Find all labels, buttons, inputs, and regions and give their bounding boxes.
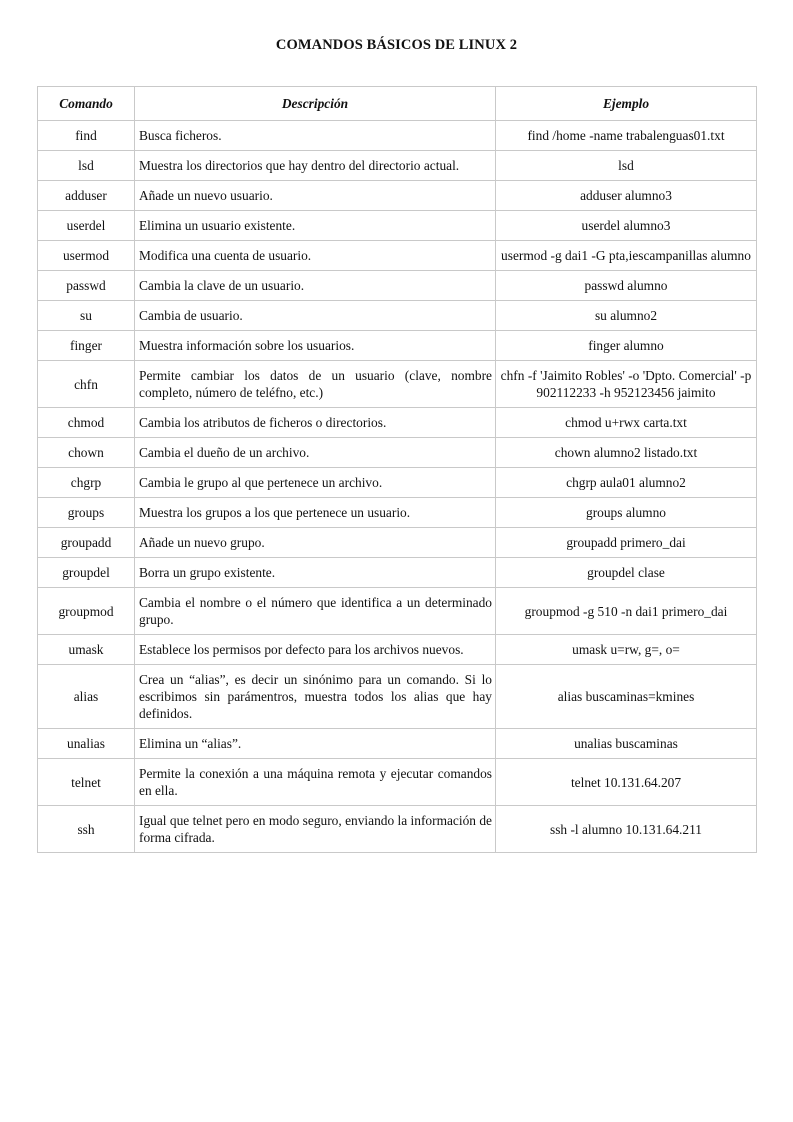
command-cell: find	[38, 121, 135, 151]
description-cell: Busca ficheros.	[135, 121, 496, 151]
example-cell: adduser alumno3	[496, 181, 757, 211]
table-row	[38, 438, 757, 468]
command-cell: groupadd	[38, 528, 135, 558]
example-cell: passwd alumno	[496, 271, 757, 301]
table-row	[38, 361, 757, 408]
example-cell: groupadd primero_dai	[496, 528, 757, 558]
description-cell: Cambia el nombre o el número que identifica a un determinado grupo.	[135, 588, 496, 635]
command-cell: su	[38, 301, 135, 331]
example-cell: groupmod -g 510 -n dai1 primero_dai	[496, 588, 757, 635]
description-cell: Muestra información sobre los usuarios.	[135, 331, 496, 361]
command-cell: passwd	[38, 271, 135, 301]
command-cell: chgrp	[38, 468, 135, 498]
table-row	[38, 806, 757, 853]
command-cell: umask	[38, 635, 135, 665]
example-cell: lsd	[496, 151, 757, 181]
command-cell: adduser	[38, 181, 135, 211]
commands-table	[37, 86, 757, 853]
table-row	[38, 241, 757, 271]
description-cell: Permite la conexión a una máquina remota y ejecutar comandos en ella.	[135, 759, 496, 806]
table-row	[38, 121, 757, 151]
command-cell: alias	[38, 665, 135, 729]
command-cell: chmod	[38, 408, 135, 438]
command-cell: telnet	[38, 759, 135, 806]
description-cell: Crea un “alias”, es decir un sinónimo para un comando. Si lo escribimos sin parámentros, muestra todos los alias que hay definidos.	[135, 665, 496, 729]
command-cell: groupdel	[38, 558, 135, 588]
example-cell: chmod u+rwx carta.txt	[496, 408, 757, 438]
table-row	[38, 588, 757, 635]
description-cell: Cambia los atributos de ficheros o directorios.	[135, 408, 496, 438]
example-cell: umask u=rw, g=, o=	[496, 635, 757, 665]
table-row	[38, 181, 757, 211]
description-cell: Igual que telnet pero en modo seguro, enviando la información de forma cifrada.	[135, 806, 496, 853]
table-row	[38, 271, 757, 301]
table-row	[38, 408, 757, 438]
table-row	[38, 498, 757, 528]
example-cell: chfn -f 'Jaimito Robles' -o 'Dpto. Comercial' -p 902112233 -h 952123456 jaimito	[496, 361, 757, 408]
example-cell: find /home -name trabalenguas01.txt	[496, 121, 757, 151]
example-cell: usermod -g dai1 -G pta,iescampanillas alumno	[496, 241, 757, 271]
command-cell: chown	[38, 438, 135, 468]
example-cell: userdel alumno3	[496, 211, 757, 241]
example-cell: chgrp aula01 alumno2	[496, 468, 757, 498]
command-cell: usermod	[38, 241, 135, 271]
description-cell: Añade un nuevo grupo.	[135, 528, 496, 558]
example-cell: su alumno2	[496, 301, 757, 331]
description-cell: Cambia de usuario.	[135, 301, 496, 331]
example-cell: telnet 10.131.64.207	[496, 759, 757, 806]
example-cell: alias buscaminas=kmines	[496, 665, 757, 729]
example-cell: chown alumno2 listado.txt	[496, 438, 757, 468]
command-cell: ssh	[38, 806, 135, 853]
command-cell: groups	[38, 498, 135, 528]
command-cell: unalias	[38, 729, 135, 759]
table-row	[38, 151, 757, 181]
description-cell: Establece los permisos por defecto para los archivos nuevos.	[135, 635, 496, 665]
command-cell: lsd	[38, 151, 135, 181]
table-header-row	[38, 87, 757, 121]
header-example: Ejemplo	[496, 87, 757, 121]
description-cell: Muestra los grupos a los que pertenece un usuario.	[135, 498, 496, 528]
description-cell: Elimina un “alias”.	[135, 729, 496, 759]
command-cell: chfn	[38, 361, 135, 408]
example-cell: groups alumno	[496, 498, 757, 528]
description-cell: Cambia le grupo al que pertenece un archivo.	[135, 468, 496, 498]
table-row	[38, 759, 757, 806]
description-cell: Modifica una cuenta de usuario.	[135, 241, 496, 271]
example-cell: finger alumno	[496, 331, 757, 361]
command-cell: userdel	[38, 211, 135, 241]
table-row	[38, 558, 757, 588]
command-cell: groupmod	[38, 588, 135, 635]
header-command: Comando	[38, 87, 135, 121]
table-row	[38, 528, 757, 558]
description-cell: Elimina un usuario existente.	[135, 211, 496, 241]
table-row	[38, 301, 757, 331]
description-cell: Permite cambiar los datos de un usuario (clave, nombre completo, número de teléfno, etc.)	[135, 361, 496, 408]
table-row	[38, 331, 757, 361]
description-cell: Cambia la clave de un usuario.	[135, 271, 496, 301]
table-row	[38, 729, 757, 759]
description-cell: Cambia el dueño de un archivo.	[135, 438, 496, 468]
table-row	[38, 211, 757, 241]
table-row	[38, 635, 757, 665]
example-cell: ssh -l alumno 10.131.64.211	[496, 806, 757, 853]
description-cell: Añade un nuevo usuario.	[135, 181, 496, 211]
command-cell: finger	[38, 331, 135, 361]
description-cell: Borra un grupo existente.	[135, 558, 496, 588]
page-title: COMANDOS BÁSICOS DE LINUX 2	[275, 37, 518, 53]
example-cell: unalias buscaminas	[496, 729, 757, 759]
table-row	[38, 468, 757, 498]
header-description: Descripción	[135, 87, 496, 121]
table-row	[38, 665, 757, 729]
example-cell: groupdel clase	[496, 558, 757, 588]
description-cell: Muestra los directorios que hay dentro del directorio actual.	[135, 151, 496, 181]
